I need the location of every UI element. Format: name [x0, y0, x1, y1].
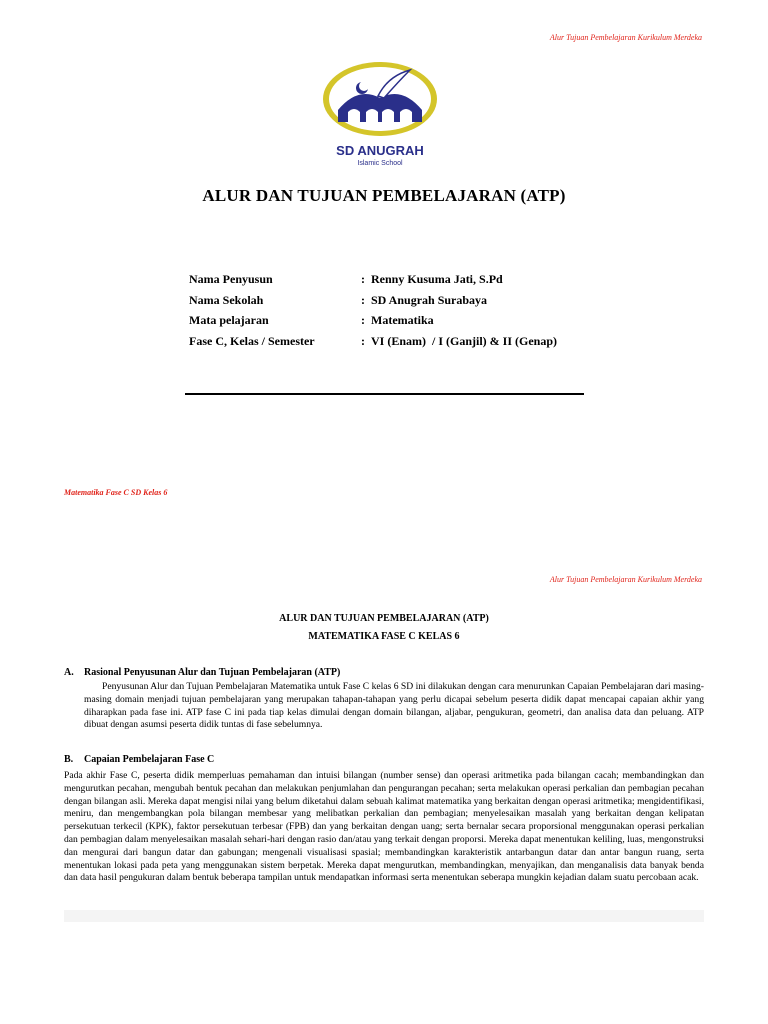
page2-title-line2: MATEMATIKA FASE C KELAS 6	[308, 631, 460, 642]
info-table	[189, 272, 557, 354]
divider-line	[185, 393, 584, 395]
page1-title: ALUR DAN TUJUAN PEMBELAJARAN (ATP)	[202, 186, 566, 205]
logo-tagline: Islamic School	[357, 160, 403, 167]
info-label: Mata pelajaran	[189, 313, 269, 327]
info-row-mapel	[189, 313, 557, 334]
section-a-heading	[64, 667, 340, 678]
page2-title-line1: ALUR DAN TUJUAN PEMBELAJARAN (ATP)	[279, 613, 489, 624]
section-heading-text: Rasional Penyusunan Alur dan Tujuan Pembelajaran (ATP)	[84, 667, 341, 678]
page1-header-note: Alur Tujuan Pembelajaran Kurikulum Merdeka	[549, 33, 702, 42]
section-letter: A.	[64, 667, 74, 678]
section-b-paragraph: Pada akhir Fase C, peserta didik memperluas pemahaman dan intuisi bilangan (number sense) dan operasi aritmetika pada bilangan cacah; membandingkan dan mengurutkan pecahan, mengubah bentuk pecahan dan melakukan penjumlahan dan pengurangan pecahan; serta melakukan operasi perkalian dan pembagian pecahan dengan bilangan asli. Mereka dapat mengisi nilai yang belum diketahui dalam sebuah kalimat matematika yang berkaitan dengan operasi aritmetika; mengidentifikasi, meniru, dan mengembangkan pola bilangan membesar yang melibatkan perkalian dan pembagian; menyelesaikan masalah yang berkaitan dengan kelipatan persekutuan terkecil (KPK), faktor persekutuan terbesar (FPB) dan yang berkaitan dengan uang; serta bernalar secara proporsional menggunakan operasi perkalian dan pembagian dalam menyelesaikan masalah sehari-hari dengan rasio dan/atau yang terkait dengan proporsi. Mereka dapat menentukan keliling, luas, mengonstruksi dan mengurai dari bangun datar dan gabungan; mengenali visualisasi spasial; membandingkan karakteristik antarbangun datar dan antar bangun ruang, serta menentukan lokasi pada peta yang menggunakan sistem berpetak. Mereka dapat mengurutkan, membandingkan, menyajikan, dan menganalisis data banyak benda dan data hasil pengukuran dalam bentuk beberapa tampilan untuk mendapatkan informasi serta menentukan seberapa mungkin kejadian dalam suatu percobaan acak.	[64, 770, 704, 884]
info-value: VI (Enam) / I (Ganjil) & II (Genap)	[371, 333, 558, 348]
section-letter: B.	[64, 754, 74, 765]
school-crest-logo	[318, 58, 442, 168]
info-colon: :	[361, 313, 365, 327]
info-row-fase	[189, 334, 557, 355]
info-value: SD Anugrah Surabaya	[371, 292, 488, 307]
info-label: Fase C, Kelas / Semester	[189, 333, 315, 348]
section-b-heading	[64, 754, 214, 765]
page2-header-note: Alur Tujuan Pembelajaran Kurikulum Merdeka	[549, 575, 702, 584]
section-a-paragraph: Penyusunan Alur dan Tujuan Pembelajaran Matematika untuk Fase C kelas 6 SD ini dilakukan dengan cara menurunkan Capaian Pembelajaran dari masing-masing domain menjadi tujuan pembelajaran yang merupakan tahapan-tahapan yang perlu dicapai sebelum peserta didik dapat mencapai capaian akhir yang diharapkan pada fase ini. ATP fase C ini pada tiap kelas dimulai dengan domain bilangan, aljabar, pengukuran, geometri, dan analisa data dan peluang. ATP dibuat dengan asumsi peserta didik tuntas di fase sebelumnya.	[84, 681, 704, 731]
section-heading-text: Capaian Pembelajaran Fase C	[84, 754, 215, 765]
info-value: Renny Kusuma Jati, S.Pd	[371, 272, 503, 286]
info-value: Matematika	[371, 313, 434, 327]
info-colon: :	[361, 272, 365, 286]
page1-footer-note: Matematika Fase C SD Kelas 6	[64, 488, 168, 497]
table-shading	[64, 910, 704, 922]
info-row-sekolah	[189, 293, 557, 314]
logo-name: SD ANUGRAH	[336, 143, 424, 158]
info-row-penyusun	[189, 272, 557, 293]
info-label: Nama Penyusun	[189, 272, 273, 286]
info-colon: :	[361, 333, 365, 348]
info-colon: :	[361, 292, 365, 307]
info-label: Nama Sekolah	[189, 292, 264, 307]
